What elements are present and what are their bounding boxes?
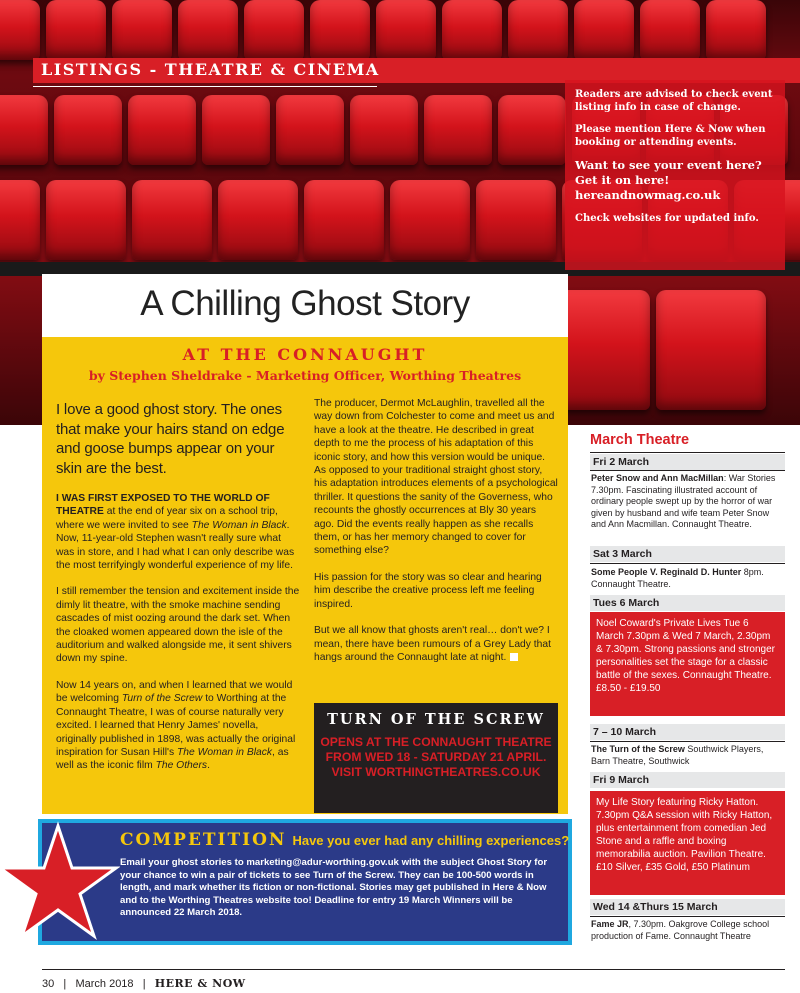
listings-title: March Theatre: [590, 432, 690, 448]
star-icon: [0, 818, 120, 943]
end-mark-icon: [510, 653, 518, 661]
listing-date: Fri 9 March: [590, 772, 785, 788]
divider: [590, 741, 785, 742]
seat-row: [0, 0, 800, 60]
listing-date: Fri 2 March: [590, 454, 785, 470]
section-header: LISTINGS - THEATRE & CINEMA: [41, 60, 380, 79]
promo-heading: TURN OF THE SCREW: [327, 711, 545, 728]
listing-entry: Some People V. Reginald D. Hunter 8pm. Connaught Theatre.: [591, 567, 764, 589]
listing-entry: Peter Snow and Ann MacMillan: War Stories 7.30pm. Fascinating illustrated account of ordinary people swept up by the horror of war given by husband and wife team Peter Snow and Ann Macmillan. Connaught Theatre.: [591, 473, 776, 530]
listing-date: Sat 3 March: [590, 546, 785, 562]
article-title: A Chilling Ghost Story: [140, 284, 470, 323]
article-paragraph: But we all know that ghosts aren't real… don't we? I mean, there have been rumours of a Grey Lady that hangs around the Connaught late at night.: [314, 625, 551, 663]
promo-box: [314, 703, 558, 813]
divider: [590, 563, 785, 564]
competition-label: COMPETITION: [120, 830, 287, 850]
article-column-2: [314, 397, 558, 677]
listing-highlight: My Life Story featuring Ricky Hatton. 7.30pm Q&A session with Ricky Hatton, plus entertainment from comedian Jed Stone and a raffle and boxing memorabilia auction. Pavilion Theatre. £10 Silver, £35 Gold, £50 Platinum: [590, 791, 785, 895]
page-number: 30: [42, 978, 55, 990]
listing-date: Wed 14 &Thurs 15 March: [590, 899, 785, 915]
notice-cta: Want to see your event here? Get it on here! hereandnowmag.co.uk: [575, 158, 762, 202]
article-paragraph: I WAS FIRST EXPOSED TO THE WORLD OF THEATRE at the end of year six on a school trip, where we were invited to see The Woman in Black. Now, 11-year-old Stephen wasn't really sure what was in store, and I had what I can only describe was the most terrifyingly wonderful experience of my life.: [56, 493, 295, 572]
competition-heading: [120, 830, 570, 850]
article-byline: by Stephen Sheldrake - Marketing Officer, Worthing Theatres: [88, 368, 522, 383]
article-lead: I love a good ghost story. The ones that make your hairs stand on edge and goose bumps appear on your skin are the best.: [56, 401, 285, 477]
divider: [590, 470, 785, 471]
article-paragraph: His passion for the story was so clear and hearing him describe the creative process left me feeling inspired.: [314, 571, 542, 610]
article-paragraph: The producer, Dermot McLaughlin, travelled all the way down from Colchester to come and meet us and have a look at the theatre. He described in great depth to me the process of his adaptation of this iconic story, and how this version would be unique. As opposed to your traditional straight ghost story, his adaptation introduces elements of a psychological thriller. It questions the sanity of the Governess, who recounts the ghostly occurrences at Bly 30 years ago. Did the events really happen as she recalls them, or has her memory changed to cover for something else?: [314, 398, 558, 557]
seat-row: [540, 290, 800, 410]
listing-date: 7 – 10 March: [590, 724, 785, 740]
readers-notice-box: [565, 80, 785, 270]
listing-highlight: Noel Coward's Private Lives Tue 6 March 7.30pm & Wed 7 March, 2.30pm & 7.30pm. Strong passions and stronger personalities set the stage for a classic battle of the sexes. Connaught Theatre. £8.50 - £19.50: [590, 612, 785, 716]
footer-rule: [42, 969, 785, 970]
listing-date: Tues 6 March: [590, 595, 785, 611]
competition-question: Have you ever had any chilling experiences?: [292, 833, 570, 848]
header-underline: [33, 86, 377, 87]
issue-date: March 2018: [75, 978, 134, 990]
listing-entry: Fame JR, 7.30pm. Oakgrove College school production of Fame. Connaught Theatre: [591, 919, 770, 941]
listing-entry: The Turn of the Screw Southwick Players, Barn Theatre, Southwick: [591, 744, 764, 766]
notice-text: Please mention Here & Now when booking or attending events.: [575, 124, 766, 148]
promo-text: OPENS AT THE CONNAUGHT THEATRE FROM WED 18 - SATURDAY 21 APRIL. VISIT WORTHINGTHEATRES.CO.UK: [320, 735, 552, 779]
competition-box: [42, 823, 568, 941]
page-footer: 30 | March 2018 | HERE & NOW: [42, 977, 246, 990]
article-paragraph: I still remember the tension and excitement inside the dimly lit theatre, with the smoke machine sending cascades of mist oozing around the dark set. When the cloaked women appeared down the isle of the auditorium and walked alongside me, it sent shivers down my spine.: [56, 586, 300, 665]
article-kicker: AT THE CONNAUGHT: [182, 345, 428, 364]
magazine-name: HERE & NOW: [154, 977, 246, 990]
divider: [590, 916, 785, 917]
article-column-1: [56, 400, 300, 786]
competition-body: Email your ghost stories to marketing@adur-worthing.gov.uk with the subject Ghost Story for your chance to win a pair of tickets to see Turn of the Screw. They can be 100-500 words in length, and mark whether its fiction or non-fictional. Stories may get published in Here & Now and to the Worthing Theatres website too! Deadline for entry 19 March Winners will be announced 22 March 2018.: [120, 857, 548, 919]
divider: [590, 452, 785, 453]
notice-text: Readers are advised to check event listing info in case of change.: [575, 89, 773, 113]
notice-text: Check websites for updated info.: [575, 213, 759, 224]
article-paragraph: Now 14 years on, and when I learned that we would be welcoming Turn of the Screw to Worthing at the Connaught Theatre, I was of course naturally very excited. I learned that Henry James' novella, originally published in 1898, was actually the original inspiration for Susan Hill's The Woman in Black, as well as the iconic film The Others.: [56, 679, 296, 772]
